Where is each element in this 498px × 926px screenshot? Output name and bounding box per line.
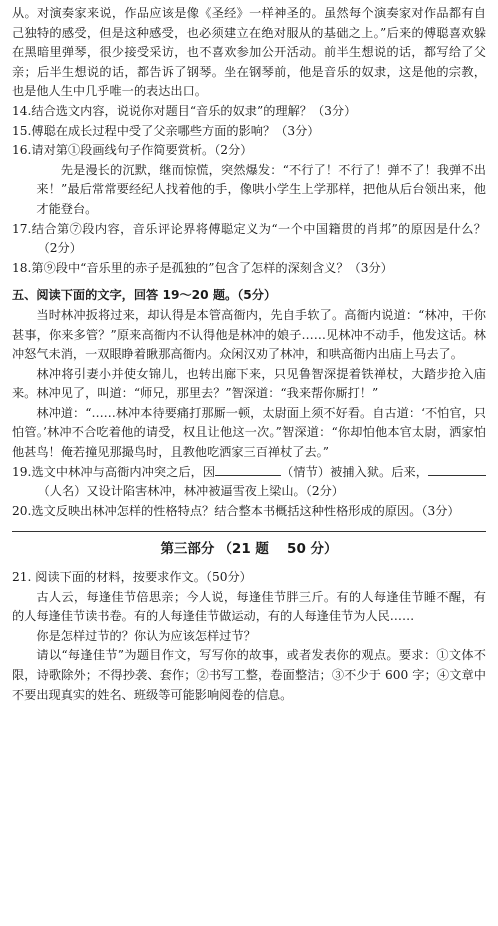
section-5-paragraph-2: 林冲将引妻小并使女锦儿，也转出廊下来，只见鲁智深提着铁禅杖，大踏步抢入庙来。林冲见了，叫道：“师兄，那里去？”智深道：“我来帮你厮打！”	[12, 366, 486, 401]
question-number: 19.	[12, 464, 32, 479]
question-number: 20.	[12, 503, 32, 518]
question-text: 选文反映出林冲怎样的性格特点？结合整本书概括这种性格形成的原因。（3分）	[31, 503, 460, 518]
section-5-paragraph-1: 当时林冲扳将过来，却认得是本管高衙内，先自手软了。高衙内说道：“林冲，干你甚事，你来多管？”原来高衙内不认得他是林冲的娘子……见林冲不动手，他发这话。林冲怒气未消，一双眼睁着瞅那高衙内。众闲汉劝了林冲，和哄高衙内出庙上马去了。	[12, 307, 486, 362]
quote-text: 先是漫长的沉默，继而惊慌，突然爆发：“不行了！不行了！弹不了！我弹不出来！”最后常常要经纪人找着他的手，像哄小学生上学那样，把他从后台领出来，他才能登台。	[36, 162, 486, 216]
question-text: 傅聪在成长过程中受了父亲哪些方面的影响？（3分）	[31, 123, 320, 138]
answer-blank-plot[interactable]	[215, 463, 281, 476]
question-text: （人名）又设计陷害林冲，林冲被逼雪夜上梁山。（2分）	[37, 484, 344, 499]
question-17	[12, 220, 486, 259]
question-number: 15.	[12, 123, 32, 138]
material-paragraph-1: 古人云，每逢佳节倍思亲；今人说，每逢佳节胖三斤。有的人每逢佳节睡不醒，有的人每逢佳节读书卷。有的人每逢佳节做运动，有的人每逢佳节为人民……	[12, 589, 486, 624]
question-18	[12, 259, 486, 279]
question-number: 17.	[12, 221, 32, 236]
question-text: 第⑨段中“音乐里的赤子是孤独的”包含了怎样的深刻含义？（3分）	[31, 260, 393, 275]
question-text: 选文中林冲与高衙内冲突之后，因	[31, 464, 216, 479]
part-title-score: 50 分）	[287, 541, 338, 558]
question-19	[12, 463, 486, 502]
question-text: 结合选文内容，说说你对题目“音乐的奴隶”的理解？（3分）	[31, 103, 357, 118]
question-16-quote	[12, 161, 486, 220]
divider-rule	[12, 531, 486, 532]
material-paragraph-2: 你是怎样过节的？你认为应该怎样过节？	[36, 628, 256, 643]
question-number: 16.	[12, 143, 32, 158]
part-3-title	[12, 540, 486, 560]
passage-tail: 从。对演奏家来说，作品应该是像《圣经》一样神圣的。虽然每个演奏家对作品都有自己独特的感受，但是这种感受，也必须建立在绝对服从的基础之上。”后来的傅聪喜欢躲在黑暗里弹琴，很少接受采访，也不喜欢参加公开活动。前半生想说的话，都写给了父亲；后半生想说的话，都告诉了钢琴。坐在钢琴前，他是音乐的奴隶，这是他的宗教，也是他人生中几乎唯一的表达出口。	[12, 6, 486, 99]
question-16	[12, 141, 486, 161]
question-number: 18.	[12, 260, 32, 275]
section-5-paragraph-3: 林冲道：“……林冲本待要痛打那厮一顿，太尉面上须不好看。自古道：‘不怕官，只怕管。’林冲不合吃着他的请受，权且让他这一次。”智深道：“你却怕他本官太尉，洒家怕他甚鸟！俺若撞见那撮鸟时，且教他吃洒家三百禅杖了去。”	[12, 405, 486, 460]
questions-14-16	[12, 102, 486, 161]
question-text: 结合第⑦段内容，音乐评论界将傅聪定义为“一个中国籍贯的肖邦”的原因是什么？（2分）	[31, 221, 486, 256]
question-15	[12, 122, 486, 142]
question-14	[12, 102, 486, 122]
question-text: 请对第①段画线句子作简要赏析。（2分）	[31, 143, 253, 158]
part-title-count: （21 题	[218, 541, 269, 558]
writing-requirement: 请以“每逢佳节”为题目作文，写写你的故事，或者发表你的观点。要求：①文体不限，诗歌除外；不得抄袭、套作；②书写工整，卷面整洁；③不少于 600 字；④文章中不要出现真实的姓名、班级等可能影响阅卷的信息。	[12, 648, 486, 702]
questions-17-18	[12, 220, 486, 279]
question-21: 21. 阅读下面的材料，按要求作文。（50分）	[12, 570, 252, 585]
part-title-label: 第三部分	[160, 541, 215, 558]
question-text: （情节）被捕入狱。后来，	[281, 464, 429, 479]
answer-blank-name[interactable]	[428, 463, 486, 476]
question-20	[12, 502, 486, 522]
question-number: 14.	[12, 103, 32, 118]
section-5-title: 五、阅读下面的文字，回答 19～20 题。（5分）	[12, 288, 277, 303]
divider-line	[12, 531, 486, 532]
